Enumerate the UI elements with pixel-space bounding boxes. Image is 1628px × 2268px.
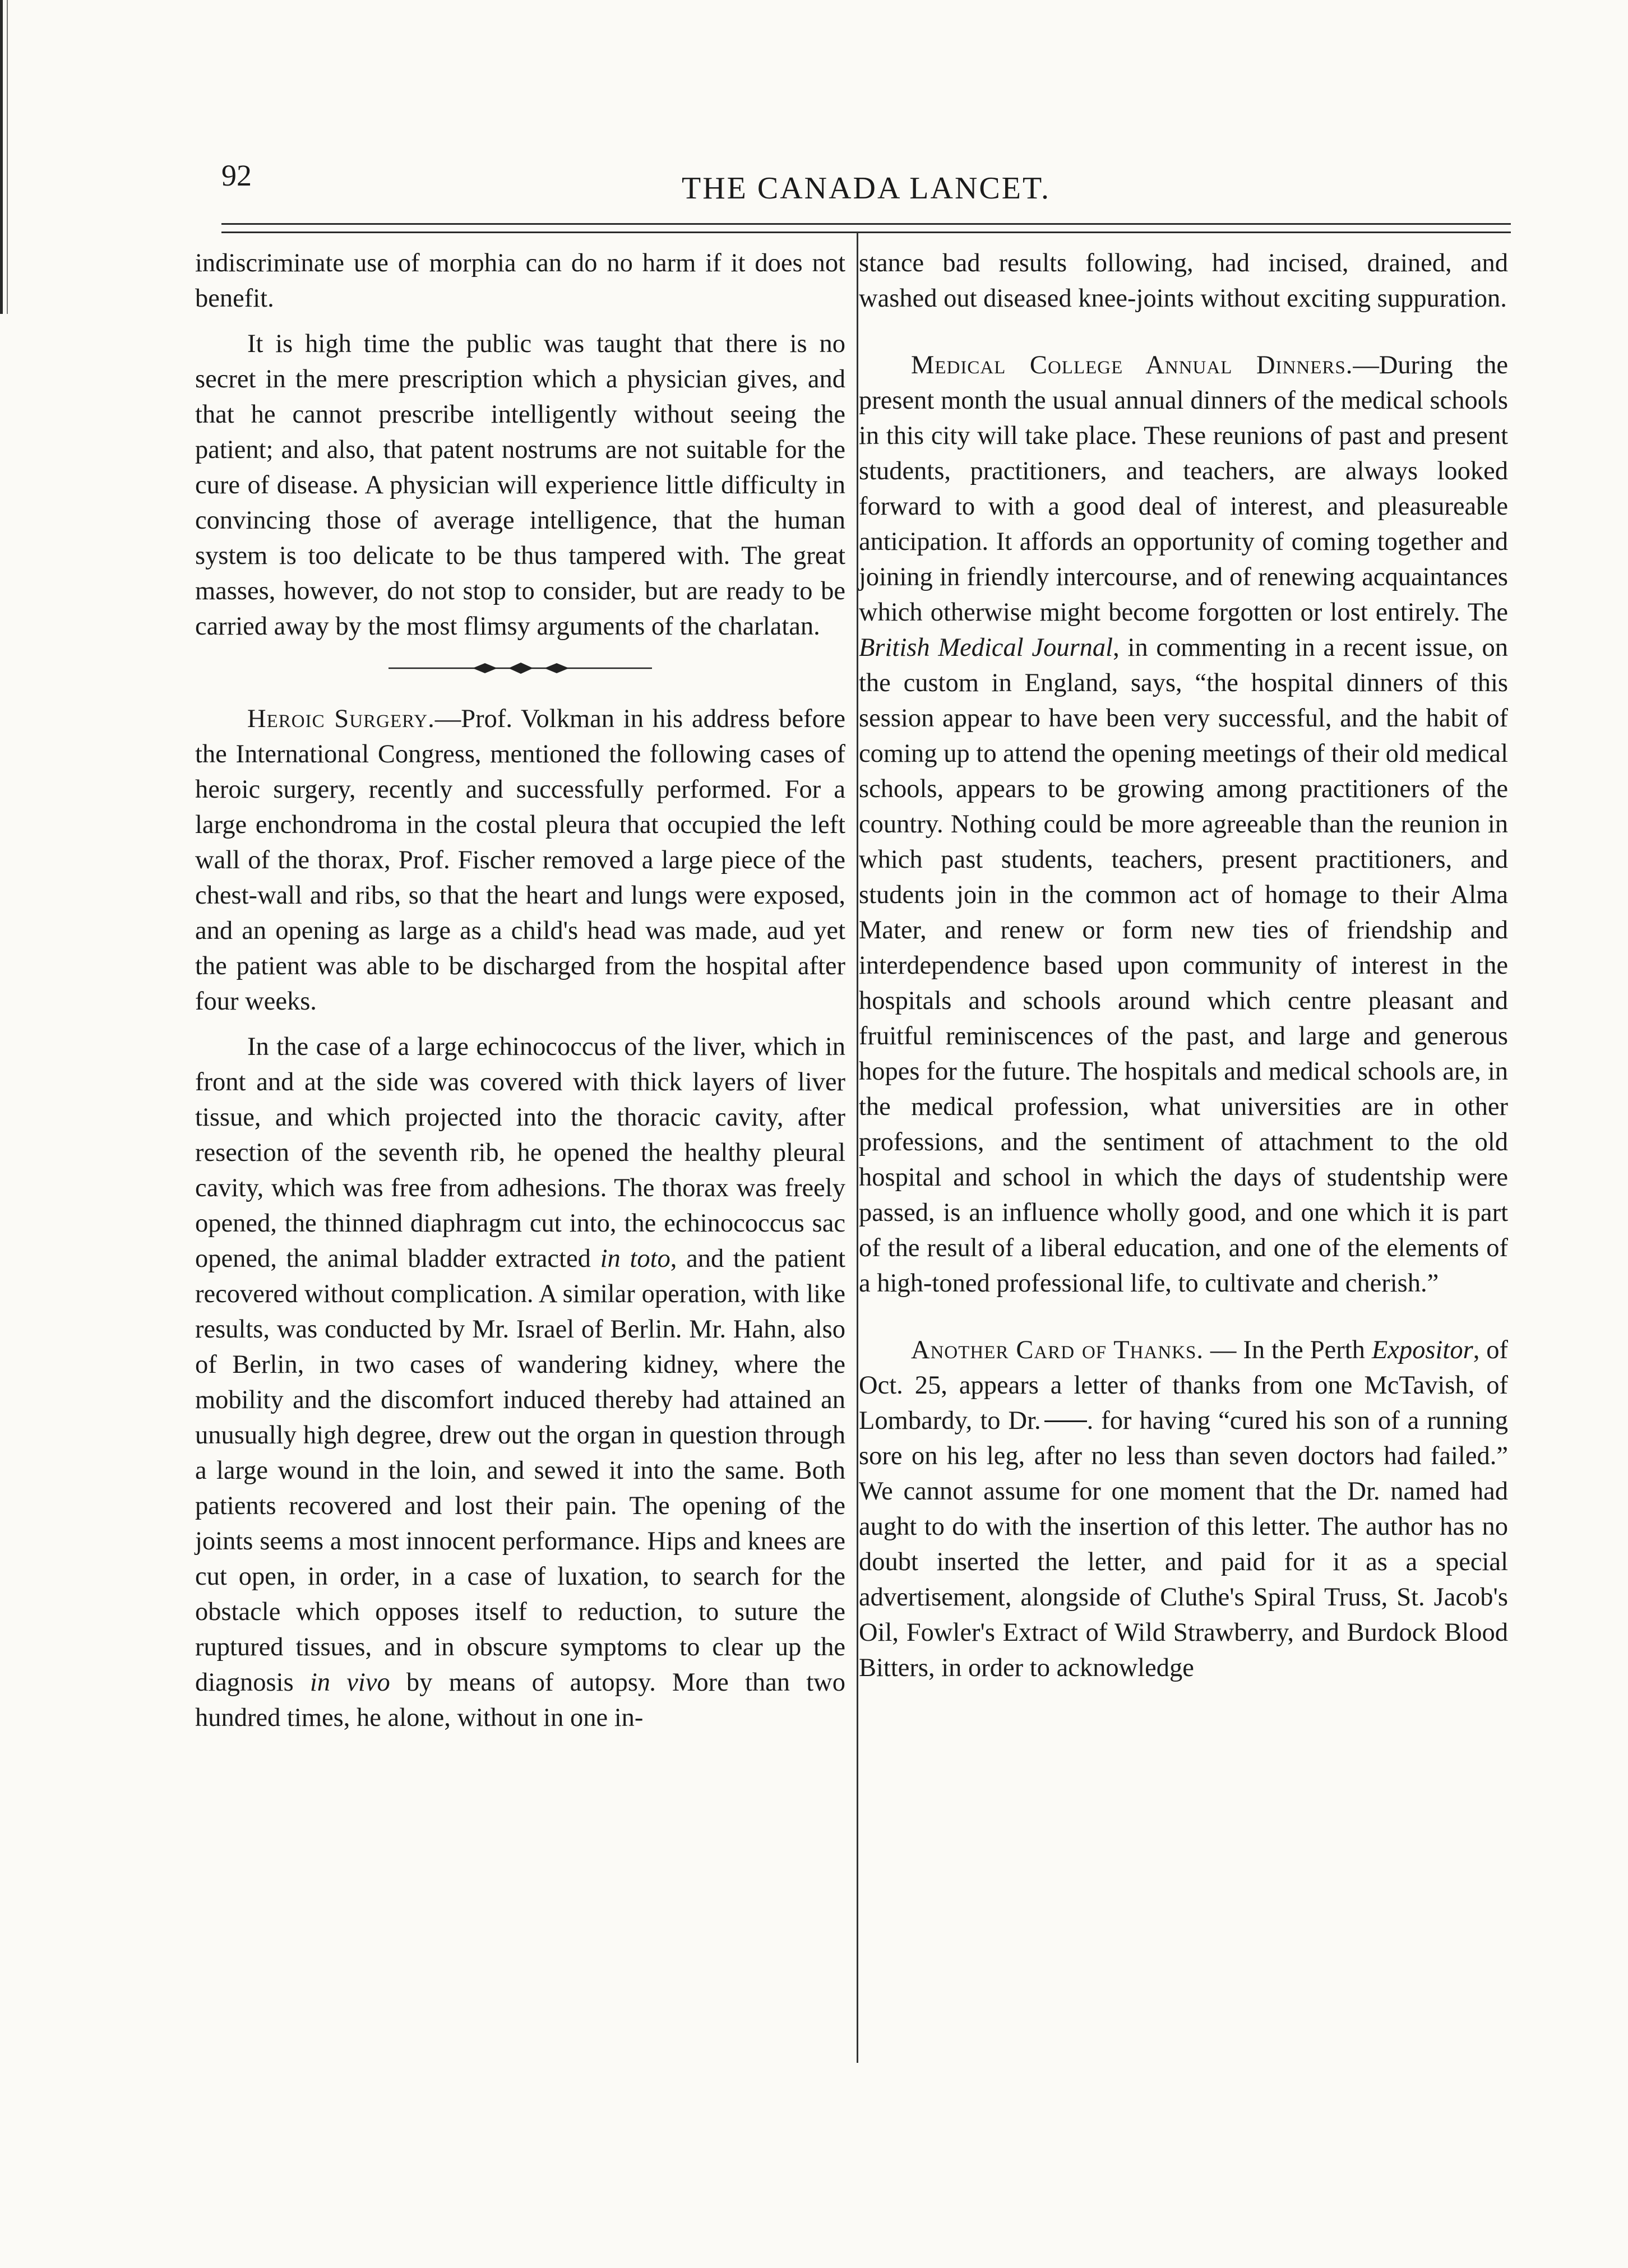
charlatan-paragraph: It is high time the public was taught that there is no secret in the mere prescription which a physician gives, and that he cannot prescribe intelligently without seeing the patient; and also, that patent nostrums are not suitable for the cure of disease. A physician will experience little difficulty in convincing those of average intelligence, that the human system is too delicate to be thus tampered with. The great masses, however, do not stop to consider, but are ready to be carried away by the most flimsy arguments of the charlatan. (195, 330, 845, 641)
header-double-rule (221, 223, 1511, 233)
running-header (221, 158, 1511, 206)
college-dinners-paragraph: Medical College Annual Dinners.—During the present month the usual annual dinners of the medical schools in this city will take place. These reunions of past and present students, practitioners, and teachers, are always looked forward to with a good deal of interest, and pleasureable anticipation. It affords an opportunity of coming together and joining in friendly intercourse, and of renewing acquaintances which otherwise might become forgotten or lost entirely. The British Medical Journal, in commenting in a recent issue, on the custom in England, says, “the hospital dinners of this session appear to have been very successful, and the habit of coming up to attend the opening meetings of their old medical schools, appears to be growing among practitioners of the country. Nothing could be more agreeable than the reunion in which past students, teachers, present practitioners, and students join in the common act of homage to their Alma Mater, and renew or form new ties of friendship and interdependence based upon community of interest in the hospitals and schools around which centre pleasant and fruitful reminiscences of the past, and large and generous hopes for the future. The hospitals and medical schools are, in the medical profession, what universities are in other professions, and the sentiment of attachment to the old hospital and school in which the days of studentship were passed, is an influence wholly good, and one which it is part of the result of a liberal education, and one of the elements of a high-toned professional life, to cultivate and cherish.” (859, 351, 1508, 1298)
continued-paragraph-right: stance bad results following, had incised, drained, and washed out diseased knee-joints without exciting suppuration. (859, 249, 1508, 313)
column-divider (857, 233, 858, 2063)
binding-edge (0, 0, 13, 314)
heroic-surgery-paragraph: Heroic Surgery.—Prof. Volkman in his address before the International Congress, mentioned the following cases of heroic surgery, recently and successfully performed. For a large enchondroma in the costal pleura that occupied the left wall of the thorax, Prof. Fischer removed a large piece of the chest-wall and ribs, so that the heart and lungs were exposed, and an opening as large as a child's head was made, aud yet the patient was able to be discharged from the hospital after four weeks. (195, 705, 845, 1016)
section-ornament-icon (388, 661, 652, 675)
redacted-name-dash (1044, 1420, 1087, 1422)
page-number: 92 (221, 159, 252, 192)
journal-title: THE CANADA LANCET. (681, 171, 1051, 206)
card-of-thanks-heading: Another Card of Thanks. (911, 1336, 1204, 1364)
echinococcus-paragraph: In the case of a large echinococcus of the liver, which in front and at the side was covered with thick layers of liver tissue, and which projected into the thoracic cavity, after resection of the seventh rib, he opened the healthy pleural cavity, which was free from adhesions. The thorax was freely opened, the thinned diaphragm cut into, the echinococcus sac opened, the animal bladder extracted in toto, and the patient recovered without complication. A similar operation, with like results, was conducted by Mr. Israel of Berlin. Mr. Hahn, also of Berlin, in two cases of wandering kidney, where the mobility and the discomfort induced thereby had attained an unusually high degree, drew out the organ in question through a large wound in the loin, and sewed it into the same. Both patients recovered and lost their pain. The opening of the joints seems a most innocent performance. Hips and knees are cut open, in order, in a case of luxation, to search for the obstacle which opposes itself to reduction, to suture the ruptured tissues, and in obscure symptoms to clear up the diagnosis in vivo by means of autopsy. More than two hundred times, he alone, without in one in- (195, 1033, 846, 1732)
card-of-thanks-paragraph: Another Card of Thanks. — In the Perth Expositor, of Oct. 25, appears a letter of thanks from one McTavish, of Lombardy, to Dr. . for having “cured his son of a running sore on his leg, after no less than seven doctors had failed.” We cannot assume for one moment that the Dr. named had aught to do with the insertion of this letter. The author has no doubt inserted the letter, and paid for it as a special advertisement, alongside of Cluthe's Spiral Truss, St. Jacob's Oil, Fowler's Extract of Wild Strawberry, and Burdock Blood Bitters, in order to acknowledge (859, 1336, 1508, 1682)
left-column (195, 246, 845, 1735)
heroic-surgery-heading: Heroic Surgery. (247, 705, 435, 733)
college-dinners-heading: Medical College Annual Dinners. (911, 351, 1353, 379)
continued-paragraph: indiscriminate use of morphia can do no harm if it does not benefit. (195, 249, 845, 313)
right-column (859, 246, 1508, 1686)
